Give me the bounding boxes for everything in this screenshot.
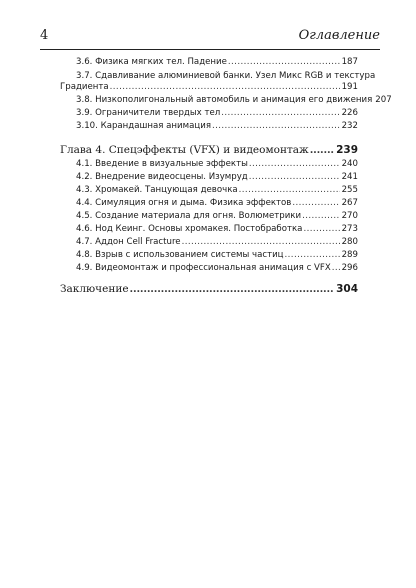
toc-entry[interactable]: 3.8. Низкополигональный автомобиль и анимация его движения 207	[76, 95, 392, 105]
page-ref: 207	[375, 95, 392, 105]
toc-entry[interactable]: 3.9. Ограничители твердых тел ..... 226	[60, 108, 358, 119]
toc-entry[interactable]: 4.8. Взрыв с использованием системы частиц ..... 289	[60, 250, 358, 261]
page-ref: 267	[341, 198, 358, 208]
toc-entry[interactable]: 3.6. Физика мягких тел. Падение ..... 187	[60, 57, 358, 68]
toc-entry[interactable]: 4.9. Видеомонтаж и профессиональная анимация с VFX ..... 296	[60, 263, 358, 274]
running-title: Оглавление	[298, 28, 380, 43]
page-ref: 304	[336, 283, 358, 295]
toc-entry[interactable]: 4.2. Внедрение видеосцены. Изумруд ..... 241	[60, 172, 358, 183]
leader-dots	[182, 237, 340, 248]
page-ref: 191	[341, 82, 358, 92]
page-header	[40, 28, 380, 48]
page-ref: 240	[341, 159, 358, 169]
page-ref: 226	[341, 108, 358, 118]
leader-dots	[302, 211, 340, 222]
leader-dots	[285, 250, 340, 261]
leader-dots	[110, 82, 340, 93]
toc-entry[interactable]: 3.7. Сдавливание алюминиевой банки. Узел Микс RGB и текстура Градиента ..... 191	[60, 71, 358, 93]
header-rule	[40, 49, 380, 50]
page-ref: 255	[341, 185, 358, 195]
page-ref: 239	[336, 144, 358, 156]
page-number: 4	[40, 28, 49, 43]
leader-dots	[130, 283, 335, 296]
toc-entry[interactable]: 4.5. Создание материала для огня. Волюметрики ..... 270	[60, 211, 358, 222]
leader-dots	[292, 198, 339, 209]
leader-dots	[249, 159, 340, 170]
page-ref: 296	[341, 263, 358, 273]
toc-entry[interactable]: 4.6. Нод Кеинг. Основы хромакея. Постобработка ..... 273	[60, 224, 358, 235]
toc-chapter-4[interactable]: Глава 4. Спецэффекты (VFX) и видеомонтаж ..... 239	[60, 144, 358, 157]
toc-entry[interactable]: 3.10. Карандашная анимация ..... 232	[60, 121, 358, 132]
page-ref: 241	[341, 172, 358, 182]
toc-entry[interactable]: 4.1. Введение в визуальные эффекты ..... 240	[60, 159, 358, 170]
leader-dots	[249, 172, 340, 183]
leader-dots	[221, 108, 339, 119]
leader-dots	[228, 57, 340, 68]
toc-conclusion[interactable]: Заключение ..... 304	[60, 283, 358, 296]
toc-entry[interactable]: 4.4. Симуляция огня и дыма. Физика эффектов ..... 267	[60, 198, 358, 209]
page-ref: 187	[341, 57, 358, 67]
leader-dots	[303, 224, 339, 235]
leader-dots	[239, 185, 340, 196]
leader-dots	[212, 121, 340, 132]
page-ref: 270	[341, 211, 358, 221]
toc-entry[interactable]: 4.7. Аддон Cell Fracture ..... 280	[60, 237, 358, 248]
page-ref: 273	[341, 224, 358, 234]
page-ref: 232	[341, 121, 358, 131]
leader-dots	[332, 263, 340, 274]
page-ref: 289	[341, 250, 358, 260]
page-ref: 280	[341, 237, 358, 247]
leader-dots	[310, 144, 334, 157]
toc-entry[interactable]: 4.3. Хромакей. Танцующая девочка ..... 255	[60, 185, 358, 196]
